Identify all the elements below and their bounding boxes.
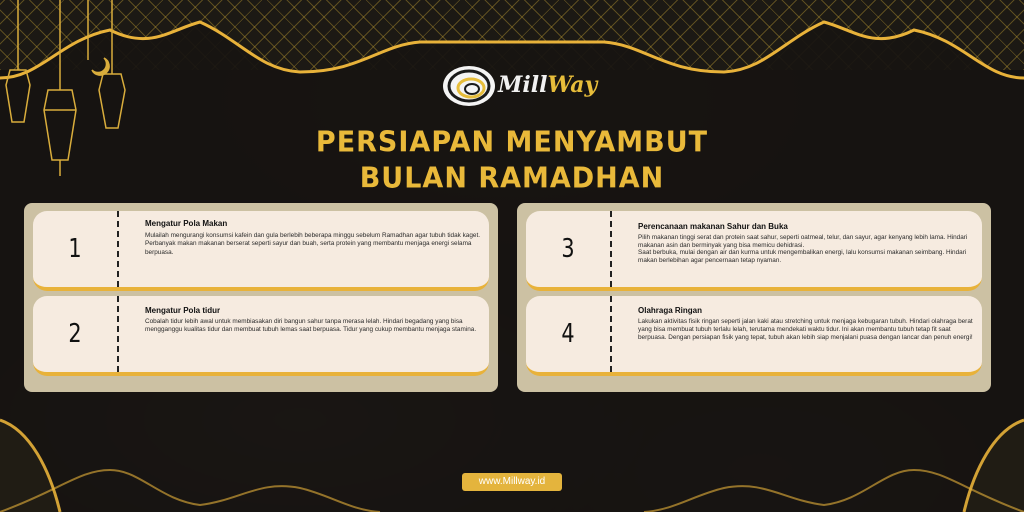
tip-number: 4	[561, 319, 575, 349]
tip-card-4	[526, 296, 982, 376]
tips-panel-right	[517, 203, 991, 392]
tip-card-1	[33, 211, 489, 291]
dashed-divider	[610, 211, 612, 287]
tip-number: 2	[68, 319, 82, 349]
page-title	[312, 125, 712, 196]
tip-heading: Perencanaan makanan Sahur dan Buka	[638, 222, 788, 231]
tip-body: Pilih makanan tinggi serat dan protein saat sahur, seperti oatmeal, telur, dan sayur, agar kenyang lebih lama. Hindari makanan asin dan berminyak yang bisa memicu dehidrasi. Saat berbuka, mulai dengan air dan kurma untuk mengembalikan energi, lalu konsumsi makanan seimbang. Hindari makan berlebihan agar pencernaan tetap nyaman.	[638, 234, 968, 264]
brand-wordmark	[498, 72, 597, 98]
dashed-divider	[117, 211, 119, 287]
tips-panel-left	[24, 203, 498, 392]
tip-heading: Mengatur Pola Makan	[145, 219, 228, 228]
website-link[interactable]: www.Millway.id	[462, 473, 562, 491]
tip-heading: Mengatur Pola tidur	[145, 306, 221, 315]
tip-card-3	[526, 211, 982, 291]
tip-number: 3	[561, 234, 575, 264]
tip-heading: Olahraga Ringan	[638, 306, 703, 315]
tip-number: 1	[68, 234, 82, 264]
lantern-decoration-icon	[0, 0, 140, 200]
dashed-divider	[610, 296, 612, 372]
title-line-1: PERSIAPAN MENYAMBUT	[315, 126, 709, 159]
brand-name-main: Mill	[498, 72, 548, 98]
tip-body: Lakukan aktivitas fisik ringan seperti jalan kaki atau stretching untuk menjaga kebugaran tubuh. Hindari olahraga berat yang bisa membuat tubuh terlalu lelah, terutama mendekati waktu tidur. Ini akan membantu tubuh tetap fit saat berpuasa. Dengan persiapan fisik yang tepat, tubuh akan lebih siap menjalani puasa dengan lancar dan penuh energi!	[638, 318, 973, 341]
brand-name-accent: Way	[547, 72, 598, 98]
title-line-2: BULAN RAMADHAN	[359, 162, 665, 195]
tip-body: Cobalah tidur lebih awal untuk membiasakan diri bangun sahur tanpa merasa lelah. Hindari begadang yang bisa mengganggu kualitas tidur dan membuat tubuh lemas saat berpuasa. Tidur yang cukup membantu menjaga stamina.	[145, 318, 477, 334]
dashed-divider	[117, 296, 119, 372]
tip-body: Mulailah mengurangi konsumsi kafein dan gula berlebih beberapa minggu sebelum Ramadhan agar tubuh tidak kaget. Perbanyak makan makanan berserat seperti sayur dan buah, serta protein yang membantu menjaga energi selama berpuasa.	[145, 232, 481, 256]
tip-card-2	[33, 296, 489, 376]
